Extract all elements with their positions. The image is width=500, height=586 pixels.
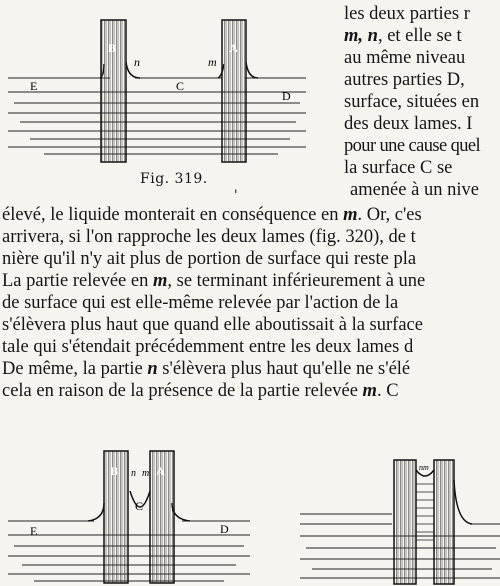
figure-319 [0,8,312,180]
label-a: A [156,464,165,478]
figure-319-caption: Fig. 319. [140,171,208,187]
right-line-7: pour une cause quel [344,136,481,156]
figure-319-drawing [0,8,312,180]
label-n: n [134,55,140,69]
label-m: m [208,55,217,69]
right-line-9: amenée à un nive [350,180,479,200]
label-e: E [30,79,38,93]
right-line-3: au même niveau [344,48,466,68]
body-line-4: La partie relevée en m, se terminant inférieurement à une [2,271,426,291]
figure-321 [292,458,500,586]
inner-column-lines [416,484,434,548]
body-line-9: cela en raison de la présence de la partie relevée m. C [2,381,399,401]
right-line-2: m, n, et elle se t [344,26,462,46]
label-d: D [220,522,229,536]
label-m: m [142,468,150,479]
figure-321-drawing [292,458,500,586]
right-line-5: surface, situées en [344,92,480,112]
body-line-6: s'élèvera plus haut que quand elle aboutissait à la surface [2,315,423,335]
label-b: B [108,41,117,55]
right-line-1: les deux parties r [344,4,470,24]
body-line-3: nière qu'il n'y ait plus de portion de surface qui reste pla [2,249,417,269]
label-a: A [229,41,238,55]
plate-left [394,460,416,584]
label-nm: nm [419,463,429,472]
plate-right [434,460,454,584]
figure-320-drawing [0,445,255,586]
figure-320 [0,445,255,586]
label-e: E [30,524,38,538]
right-line-6: des deux lames. I [344,114,473,134]
liquid-lines [8,78,306,154]
body-line-2: arrivera, si l'on rapproche les deux lames (fig. 320), de t [2,227,416,247]
body-line-1: élevé, le liquide monterait en conséquence en m. Or, c'es [2,205,422,225]
body-line-5: de surface qui est elle-même relevée par l'action de la [2,293,399,313]
label-b: B [110,464,119,478]
label-d: D [282,89,291,103]
right-line-4: autres parties D, [344,70,465,90]
body-line-7: tale qui s'étendait précédemment entre les deux lames d [2,337,414,357]
label-n: n [131,468,136,479]
right-line-8: la surface C se [344,158,453,178]
stray-mark: ' [234,188,238,203]
label-c: C [176,79,185,93]
liquid-lines [8,521,250,581]
body-line-8: De même, la partie n s'élèvera plus haut qu'elle ne s'élé [2,359,411,379]
label-c: C [135,499,144,513]
